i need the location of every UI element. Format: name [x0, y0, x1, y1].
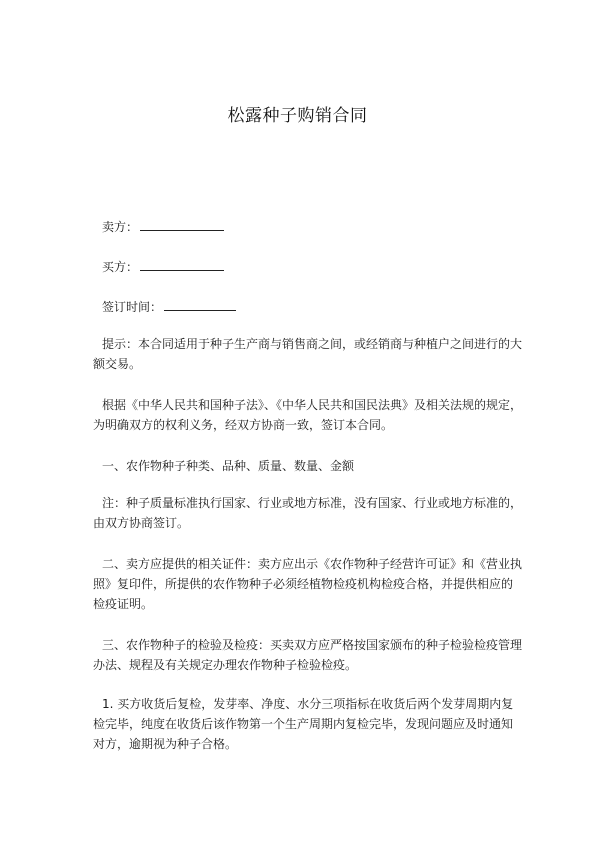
sign-time-label: 签订时间： — [102, 300, 163, 314]
document-title: 松露种子购销合同 — [227, 106, 368, 126]
buyer-blank-line — [140, 258, 224, 271]
clause-1-paragraph: 1. 买方收货后复检，发芽率、净度、水分三项指标在收货后两个发芽周期内复检完毕，纯度在收货后该作物第一个生产周期内复检完毕，发现问题应及时通知对方，逾期视为种子合格。 — [93, 697, 514, 751]
buyer-field — [102, 258, 224, 275]
note-paragraph: 提示：本合同适用于种子生产商与销售商之间，或经销商与种植户之间进行的大额交易。 — [93, 337, 523, 371]
seller-blank-line — [140, 218, 224, 231]
section-1-heading: 一、农作物种子种类、品种、质量、数量、金额 — [102, 459, 355, 473]
basis-paragraph: 根据《中华人民共和国种子法》、《中华人民共和国民法典》及相关法规的规定，为明确双方的权利义务，经双方协商一致，签订本合同。 — [93, 398, 523, 432]
seller-field — [102, 218, 224, 235]
seller-label: 卖方： — [102, 220, 139, 234]
section-3-paragraph: 三、农作物种子的检验及检疫：买卖双方应严格按国家颁布的种子检验检疫管理办法、规程及有关规定办理农作物种子检验检疫。 — [93, 638, 523, 672]
quality-note-paragraph: 注：种子质量标准执行国家、行业或地方标准，没有国家、行业或地方标准的，由双方协商签订。 — [93, 496, 523, 530]
section-2-paragraph: 二、卖方应提供的相关证件：卖方应出示《农作物种子经营许可证》和《营业执照》复印件，所提供的农作物种子必须经植物检疫机构检疫合格，并提供相应的检疫证明。 — [93, 557, 523, 611]
buyer-label: 买方： — [102, 260, 139, 274]
sign-time-blank-line — [164, 298, 236, 311]
sign-time-field — [102, 298, 236, 315]
